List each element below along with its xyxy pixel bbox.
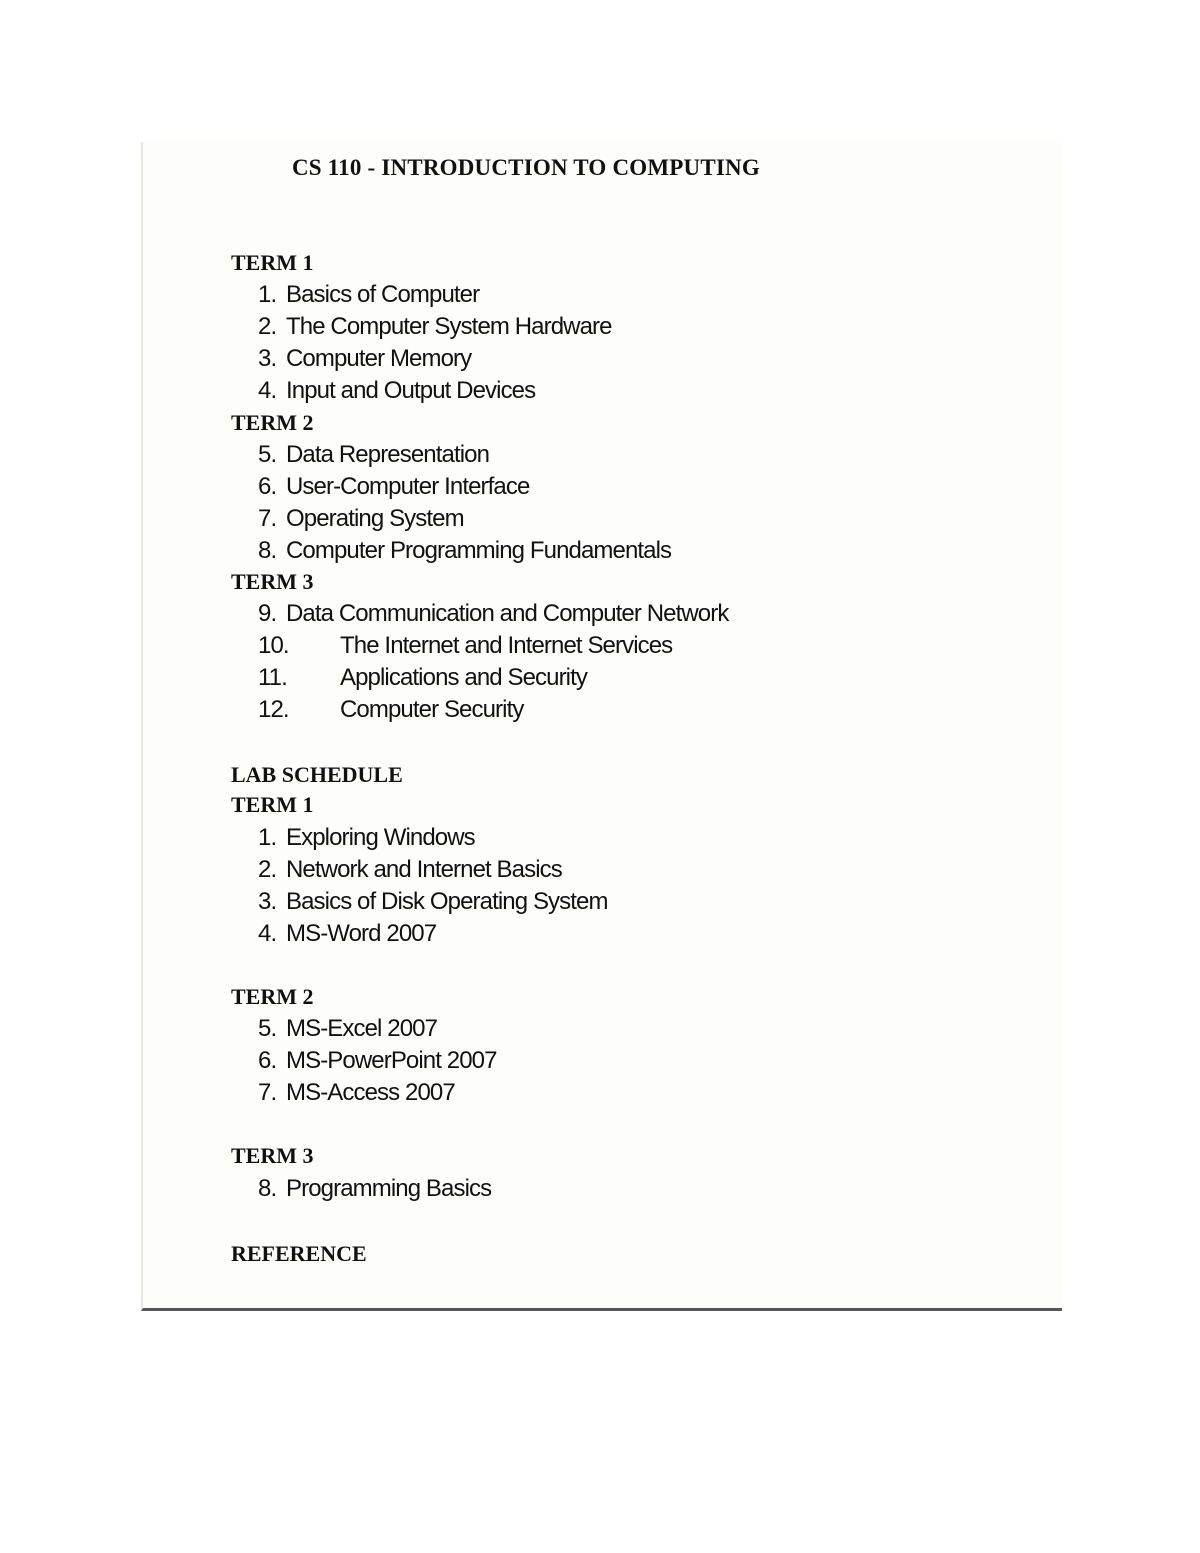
item-text: Computer Security <box>340 696 524 723</box>
item-number: 8. <box>258 1175 277 1202</box>
item-number: 9. <box>258 600 277 627</box>
item-number: 2. <box>258 856 277 883</box>
item-number: 3. <box>258 345 277 372</box>
item-text: Data Communication and Computer Network <box>286 600 729 627</box>
term-heading: TERM 1 <box>231 792 314 817</box>
term-heading: TERM 3 <box>231 569 314 594</box>
item-number: 3. <box>258 888 277 915</box>
item-number: 5. <box>258 441 277 468</box>
item-text: Computer Programming Fundamentals <box>286 537 672 564</box>
document-title: CS 110 - INTRODUCTION TO COMPUTING <box>292 155 760 180</box>
item-text: MS-Excel 2007 <box>286 1015 438 1042</box>
item-text: The Internet and Internet Services <box>340 632 673 659</box>
item-number: 4. <box>258 377 277 404</box>
item-text: The Computer System Hardware <box>286 313 612 340</box>
item-text: Programming Basics <box>286 1175 492 1202</box>
item-text: MS-Word 2007 <box>286 920 437 947</box>
item-number: 7. <box>258 1079 277 1106</box>
list-item <box>258 441 489 469</box>
list-item <box>258 888 608 916</box>
item-number: 10. <box>258 632 289 659</box>
term-heading: TERM 1 <box>231 250 314 275</box>
list-item <box>258 632 672 660</box>
item-number: 4. <box>258 920 277 947</box>
item-number: 7. <box>258 505 277 532</box>
list-item <box>258 1015 437 1043</box>
item-number: 1. <box>258 824 277 851</box>
term-heading: TERM 2 <box>231 984 314 1009</box>
list-item <box>258 824 475 852</box>
list-item <box>258 1079 455 1107</box>
list-item <box>258 1047 497 1075</box>
item-number: 8. <box>258 537 277 564</box>
item-text: Input and Output Devices <box>286 377 536 404</box>
item-text: User-Computer Interface <box>286 473 530 500</box>
item-number: 2. <box>258 313 277 340</box>
term-heading: TERM 3 <box>231 1143 314 1168</box>
item-number: 12. <box>258 696 289 723</box>
item-text: MS-Access 2007 <box>286 1079 455 1106</box>
term-heading: TERM 2 <box>231 410 314 435</box>
reference-heading: REFERENCE <box>231 1241 367 1266</box>
list-item <box>258 600 728 628</box>
list-item <box>258 505 464 533</box>
list-item <box>258 537 671 565</box>
item-text: Data Representation <box>286 441 490 468</box>
list-item <box>258 313 612 341</box>
item-number: 6. <box>258 1047 277 1074</box>
list-item <box>258 345 471 373</box>
item-text: MS-PowerPoint 2007 <box>286 1047 497 1074</box>
list-item <box>258 377 535 405</box>
item-text: Network and Internet Basics <box>286 856 562 883</box>
list-item <box>258 281 479 309</box>
item-text: Computer Memory <box>286 345 472 372</box>
item-number: 11. <box>258 664 287 691</box>
list-item <box>258 696 523 724</box>
item-text: Operating System <box>286 505 464 532</box>
list-item <box>258 1175 491 1203</box>
item-text: Applications and Security <box>340 664 587 691</box>
item-number: 1. <box>258 281 277 308</box>
lab-schedule-heading: LAB SCHEDULE <box>231 762 403 787</box>
list-item <box>258 920 436 948</box>
list-item <box>258 473 529 501</box>
list-item <box>258 856 562 884</box>
item-text: Basics of Disk Operating System <box>286 888 608 915</box>
item-number: 5. <box>258 1015 277 1042</box>
item-number: 6. <box>258 473 277 500</box>
item-text: Exploring Windows <box>286 824 475 851</box>
item-text: Basics of Computer <box>286 281 480 308</box>
list-item <box>258 664 587 692</box>
